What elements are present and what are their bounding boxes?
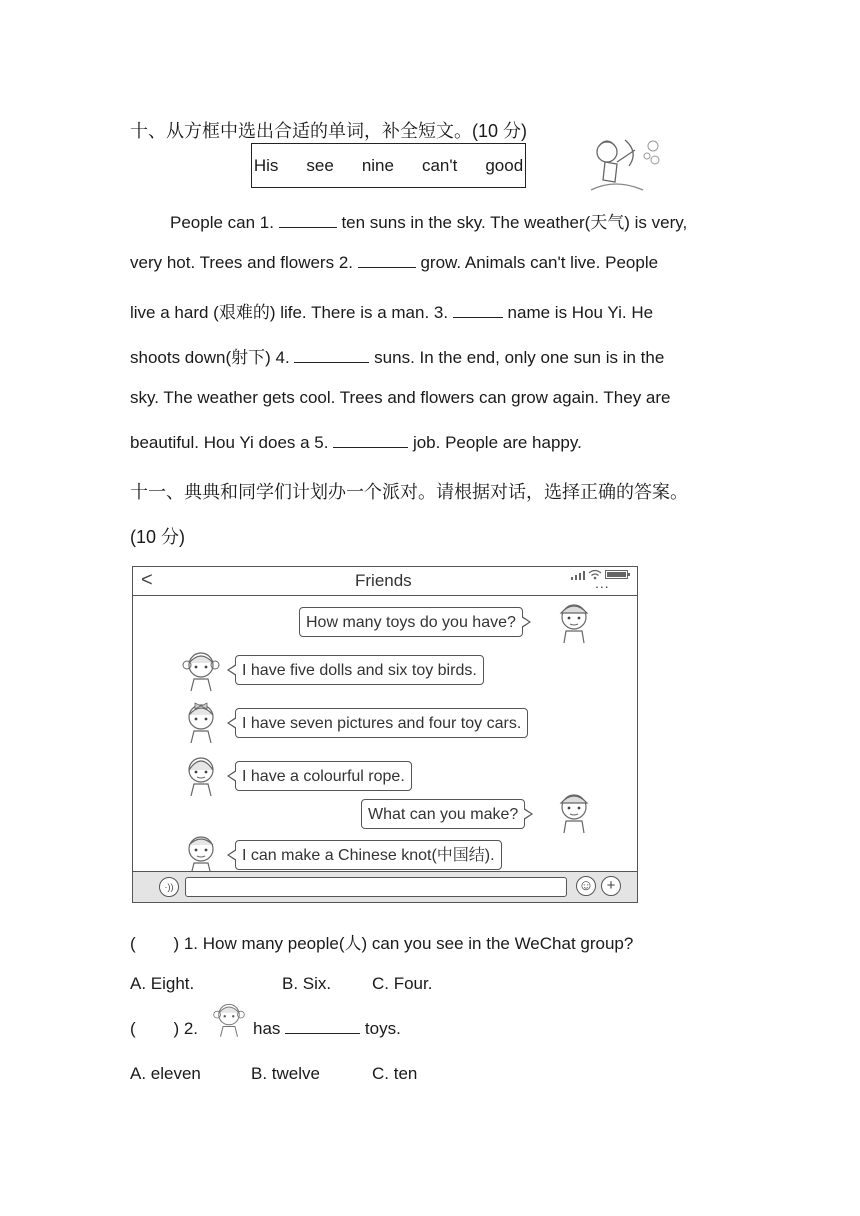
section-11-title: 十一、典典和同学们计划办一个派对。请根据对话，选择正确的答案。 [130, 482, 688, 502]
option-a: A. Eight. [130, 974, 195, 993]
hou-yi-archer-illustration [585, 132, 667, 198]
option-c: C. Four. [372, 974, 433, 993]
passage-text: name is Hou Yi. He [507, 303, 654, 322]
question-text: has [253, 1019, 281, 1038]
message-input[interactable] [185, 877, 567, 897]
word-bank-word: good [485, 155, 524, 175]
chat-bubble: How many toys do you have? [299, 607, 523, 637]
answer-paren[interactable]: ( ) [130, 934, 180, 953]
word-bank-word: nine [361, 155, 394, 175]
voice-icon[interactable]: ·)) [159, 877, 179, 897]
passage-text: job. People are happy. [412, 433, 582, 452]
option-b: B. twelve [251, 1064, 320, 1083]
section-11-score: (10 分) [130, 527, 186, 547]
passage-text: shoots down(射下) 4. [130, 348, 290, 367]
chat-bubble: What can you make? [361, 799, 525, 829]
blank-3[interactable] [453, 303, 503, 318]
question-2-blank[interactable] [285, 1019, 360, 1034]
blank-1[interactable] [279, 213, 337, 228]
blank-5[interactable] [333, 433, 408, 448]
word-bank-word: see [306, 155, 334, 175]
option-c: C. ten [372, 1064, 418, 1083]
chat-header [133, 567, 637, 596]
more-icon[interactable]: ... [595, 575, 610, 591]
chat-window [132, 566, 638, 903]
passage-text: ten suns in the sky. The weather(天气) is very, [341, 213, 688, 232]
signal-icon [570, 570, 590, 580]
chat-title: Friends [355, 571, 412, 590]
passage-line-2 [130, 253, 658, 273]
passage-text: grow. Animals can't live. People [420, 253, 659, 272]
chat-bubble: I have a colourful rope. [235, 761, 412, 791]
passage-line-6 [130, 433, 582, 453]
girl-pigtails-inline-icon [212, 996, 246, 1040]
passage-line-5: sky. The weather gets cool. Trees and flowers can grow again. They are [130, 388, 671, 407]
passage-text: beautiful. Hou Yi does a 5. [130, 433, 329, 452]
passage-line-3 [130, 298, 653, 323]
plus-icon[interactable]: + [601, 876, 621, 896]
question-number: 2. [183, 1019, 199, 1038]
question-text: 1. How many people(人) can you see in the WeChat group? [183, 934, 634, 953]
boy-avatar-icon [181, 829, 221, 877]
passage-text: suns. In the end, only one sun is in the [374, 348, 665, 367]
boy-cap-avatar-icon [554, 787, 594, 835]
question-text: toys. [364, 1019, 401, 1038]
emoji-icon[interactable]: ☺ [576, 876, 596, 896]
passage-text: very hot. Trees and flowers 2. [130, 253, 353, 272]
answer-paren[interactable]: ( ) [130, 1019, 180, 1038]
word-bank-word: can't [421, 155, 458, 175]
blank-2[interactable] [358, 253, 416, 268]
option-b: B. Six. [282, 974, 332, 993]
girl-short-hair-avatar-icon [181, 750, 221, 798]
blank-4[interactable] [294, 348, 369, 363]
question-1 [130, 929, 633, 954]
word-bank-word: His [253, 155, 279, 175]
question-2-start [130, 1019, 198, 1039]
passage-text: People can 1. [170, 213, 274, 232]
word-bank-box [251, 143, 526, 188]
girl-bow-avatar-icon [181, 697, 221, 745]
back-arrow-icon[interactable]: < [141, 569, 153, 591]
passage-line-4 [130, 343, 664, 368]
girl-pigtails-avatar-icon [181, 645, 221, 693]
passage-text: live a hard (艰难的) life. There is a man. 3. [130, 303, 449, 322]
chat-bubble: I can make a Chinese knot(中国结). [235, 840, 502, 870]
option-a: A. eleven [130, 1064, 201, 1083]
question-2-end [253, 1019, 401, 1039]
chat-input-bar [133, 871, 637, 902]
boy-cap-avatar-icon [554, 597, 594, 645]
chat-bubble: I have seven pictures and four toy cars. [235, 708, 528, 738]
chat-bubble: I have five dolls and six toy birds. [235, 655, 484, 685]
section-10-title: 十、从方框中选出合适的单词，补全短文。(10 分) [130, 121, 528, 141]
passage-line-1 [170, 208, 687, 233]
